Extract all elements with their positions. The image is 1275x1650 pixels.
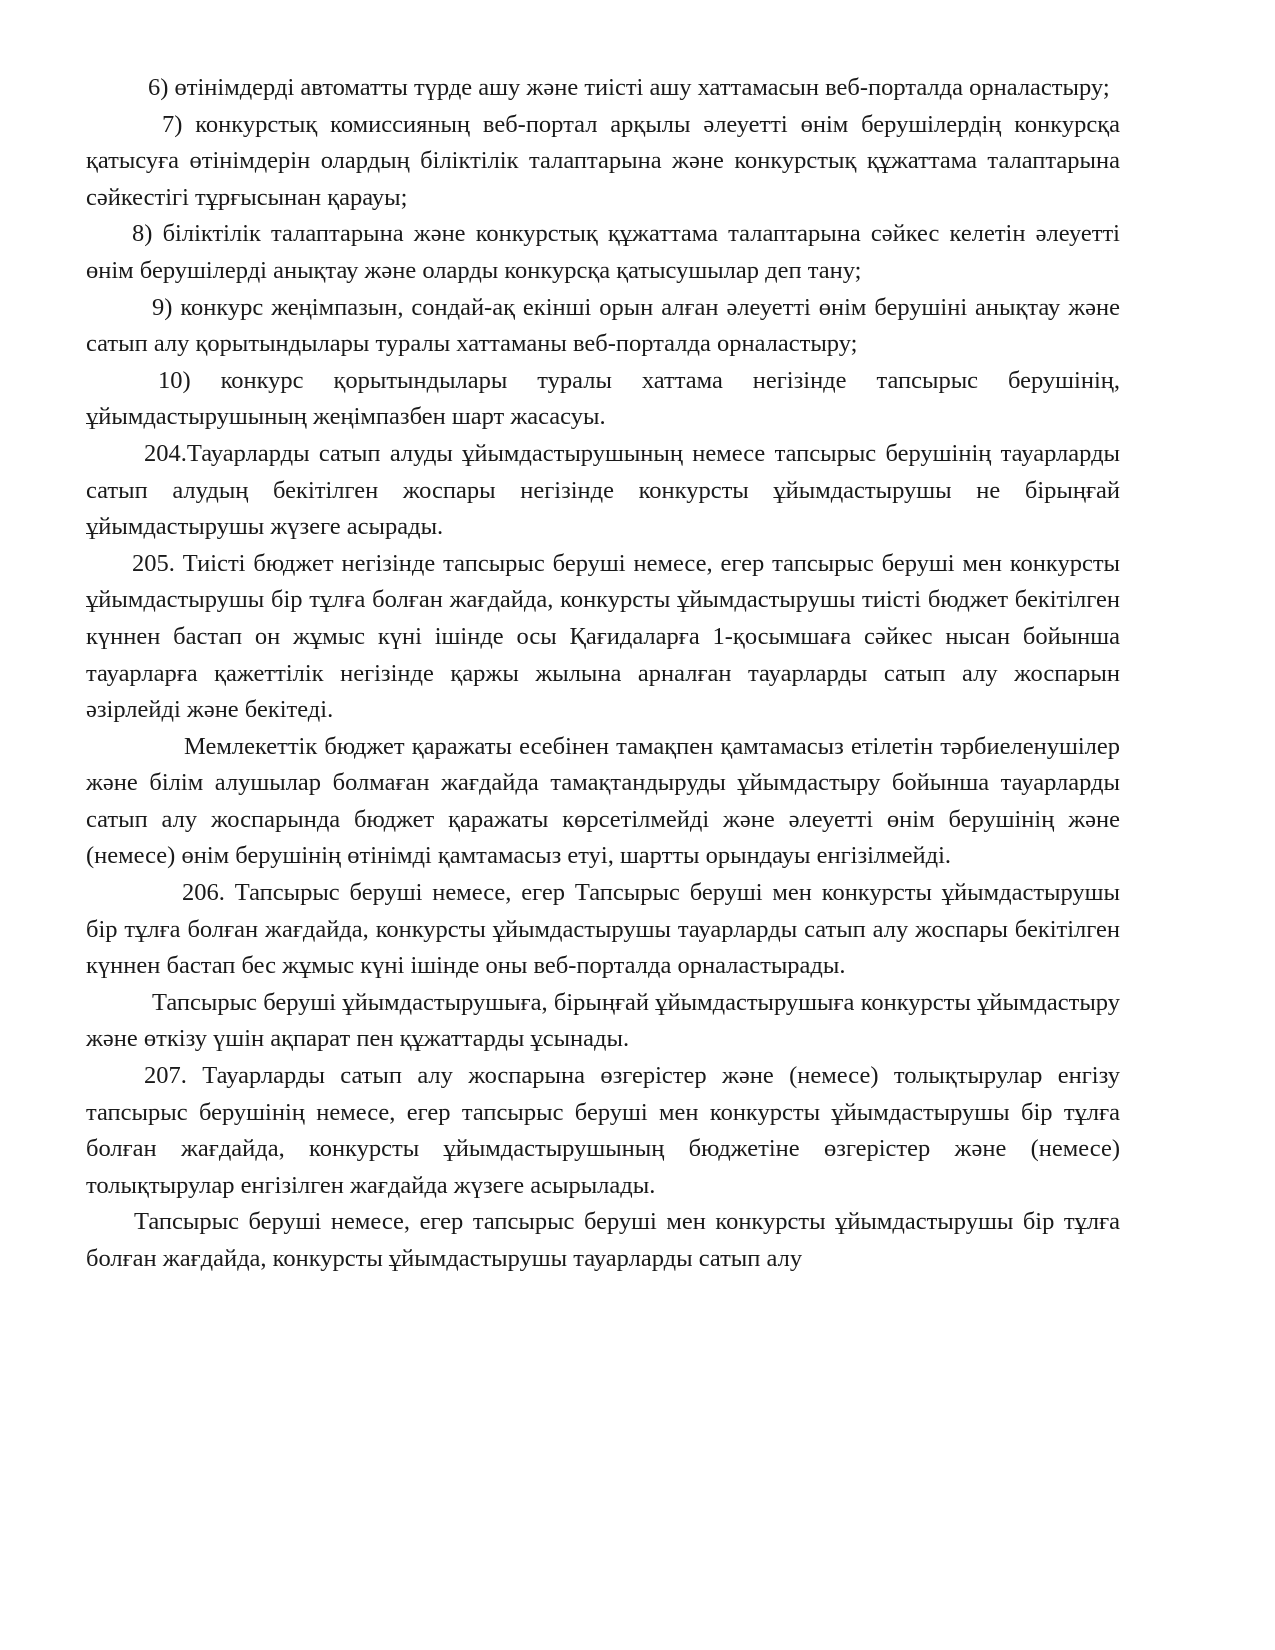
paragraph-item-7: 7) конкурстық комиссияның веб-портал арқылы әлеуетті өнім берушілердің конкурсқа қатысуға өтінімдерін олардың біліктілік талаптарына және конкурстық құжаттама талаптарына сәйкестігі тұрғысынан қарауы; — [86, 110, 1120, 211]
paragraph-clause-205-note: Мемлекеттік бюджет қаражаты есебінен тамақпен қамтамасыз етілетін тәрбиеленушілер және білім алушылар болмаған жағдайда тамақтандыруды ұйымдастыру бойынша тауарларды сатып алу жоспарында бюджет қаражаты көрсетілмейді және әлеуетті өнім берушінің және (немесе) өнім берушінің өтінімді қамтамасыз етуі, шартты орындауы енгізілмейді. — [86, 732, 1120, 870]
paragraph-item-6: 6) өтінімдерді автоматты түрде ашу және тиісті ашу хаттамасын веб-порталда орналастыру; — [148, 74, 1110, 101]
paragraph-clause-207: 207. Тауарларды сатып алу жоспарына өзгерістер және (немесе) толықтырулар енгізу тапсырыс берушінің немесе, егер тапсырыс беруші мен конкурсты ұйымдастырушы бір тұлға болған жағдайда, конкурсты ұйымдастырушының бюджетіне өзгерістер және (немесе) толықтырулар енгізілген жағдайда жүзеге асырылады. — [86, 1062, 1120, 1199]
paragraph-clause-206: 206. Тапсырыс беруші немесе, егер Тапсырыс беруші мен конкурсты ұйымдастырушы бір тұлға болған жағдайда, конкурсты ұйымдастырушы тауарларды сатып алу жоспары бекітілген күннен бастап бес жұмыс күні ішінде оны веб-порталда орналастырады. — [86, 879, 1120, 980]
document-page — [86, 70, 1120, 1278]
paragraph-item-10: 10) конкурс қорытындылары туралы хаттама негізінде тапсырыс берушінің, ұйымдастырушының жеңімпазбен шарт жасасуы. — [86, 366, 1120, 431]
paragraph-item-9: 9) конкурс жеңімпазын, сондай-ақ екінші орын алған әлеуетті өнім берушіні анықтау және сатып алу қорытындылары туралы хаттаманы веб-порталда орналастыру; — [86, 293, 1120, 358]
paragraph-clause-207-continued: Тапсырыс беруші немесе, егер тапсырыс беруші мен конкурсты ұйымдастырушы бір тұлға болған жағдайда, конкурсты ұйымдастырушы тауарларды сатып алу — [86, 1208, 1120, 1272]
paragraph-clause-205: 205. Тиісті бюджет негізінде тапсырыс беруші немесе, егер тапсырыс беруші мен конкурсты ұйымдастырушы бір тұлға болған жағдайда, конкурсты ұйымдастырушы тиісті бюджет бекітілген күннен бастап он жұмыс күні ішінде осы Қағидаларға 1-қосымшаға сәйкес нысан бойынша тауарларға қажеттілік негізінде қаржы жылына арналған тауарларды сатып алу жоспарын әзірлейді және бекітеді. — [86, 549, 1120, 724]
paragraph-clause-204: 204.Тауарларды сатып алуды ұйымдастырушының немесе тапсырыс берушінің тауарларды сатып алудың бекітілген жоспары негізінде конкурсты ұйымдастырушы не бірыңғай ұйымдастырушы жүзеге асырады. — [86, 439, 1120, 541]
paragraph-clause-206-note: Тапсырыс беруші ұйымдастырушыға, бірыңғай ұйымдастырушыға конкурсты ұйымдастыру және өткізу үшін ақпарат пен құжаттарды ұсынады. — [86, 988, 1120, 1053]
paragraph-item-8: 8) біліктілік талаптарына және конкурстық құжаттама талаптарына сәйкес келетін әлеуетті өнім берушілерді анықтау және оларды конкурсқа қатысушылар деп тану; — [86, 220, 1120, 284]
